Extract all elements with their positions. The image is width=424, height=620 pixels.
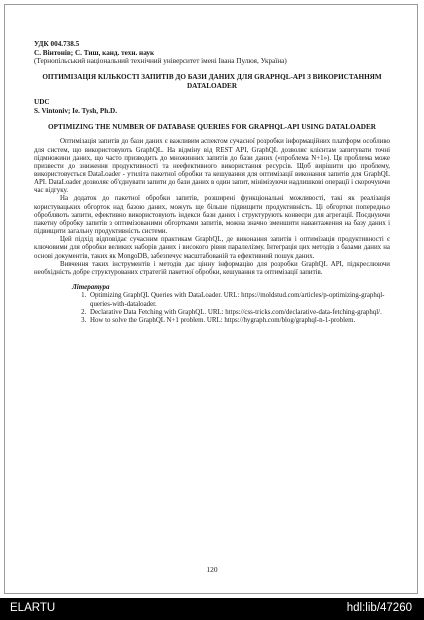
page-number: 120 [206,565,218,574]
repository-name: ELARTU [10,602,56,614]
paragraph: Оптимізація запитів до бази даних є важливим аспектом сучасної розробки інформаційних платформ особливо для систем, що використовують GraphQL. На відміну від REST API, GraphQL дозволяє клієнтам запитувати точні підмножини даних, що часто призводить до множинних запитів до бази даних («проблема N+1»). Ця проблема може призвести до зниження продуктивності та неефективного використання ресурсів. Щоб вирішити цю проблему, використовується DataLoader - утиліта пакетної обробки та кешування для оптимізації виконання запитів для GraphQL API. DataLoader дозволяє об'єднувати запити до бази даних в один запит, мінімізуючи надлишкові операції і скорочуючи час відгуку. [34,138,390,195]
handle-id: hdl:lib/47260 [346,602,412,614]
paragraph: Цей підхід відповідає сучасним практикам GraphQL, де виконання запитів і оптимізація продуктивності є ключовими для обробки великих наборів даних і високого рівня паралелізму. Інтеграція цих методів з базами даних на основі документів, таких як MongoDB, забезпечує масштабованій та ефективний пошук даних. [34,236,390,260]
reference-item: 3. How to solve the GraphQL N+1 problem. URL: https://hygraph.com/blog/graphql-n-1-problem. [88,317,390,325]
footer-bar [0,598,424,620]
paper-page [34,40,390,325]
paragraph: На додаток до пакетної обробки запитів, розширені функціональні можливості, такі як реалізація користувацьких обгорток над базою даних, можуть ще більше підвищити продуктивність. Ці обгортки попередньо обробляють запити, ефективно використовують індекси бази даних і структурують конвеєри для агрегації. Поєднуючи пакетну обробку запитів з оптимізованими обгортками запитів, можна значно зменшити навантаження на базу даних і підвищити загальну продуктивність системи. [34,195,390,236]
authors-ua: С. Вінтонів; С. Тиш, канд. техн. наук [34,48,155,57]
authors-en: S. Vintoniv; Ie. Tysh, Ph.D. [34,106,118,115]
paper-title-en: OPTIMIZING THE NUMBER OF DATABASE QUERIES FOR GRAPHQL-API USING DATALOADER [48,122,376,131]
udc-code-en: UDC [34,98,50,107]
reference-item: 1. Optimizing GraphQL Queries with DataLoader. URL: https://moldstud.com/articles/p-optimizing-graphql-queries-with-dataloader. [88,292,390,308]
paragraph: Вивчення таких інструментів і методів дає цінну інформацію для розробки GraphQL API, підкреслюючи необхідність добре структурованих стратегій пакетної обробки, кешування та оптимізації запитів. [34,260,390,276]
paper-header-ua [34,40,390,66]
paper-header-en [34,98,390,115]
paper-title-ua: ОПТИМІЗАЦІЯ КІЛЬКОСТІ ЗАПИТІВ ДО БАЗИ ДАНИХ ДЛЯ GRAPHQL-API З ВИКОРИСТАННЯМ DATALOADER [42,72,382,90]
affiliation: (Тернопільський національний технічний університет імені Івана Пулюя, Україна) [34,57,287,66]
references-list [34,292,390,325]
abstract-body [34,138,390,277]
reference-item: 2. Declarative Data Fetching with GraphQL. URL: https://css-tricks.com/declarative-data-fetching-graphql/. [88,309,390,317]
udc-code: УДК 004.738.5 [34,40,80,48]
references-heading: Література [72,283,110,292]
